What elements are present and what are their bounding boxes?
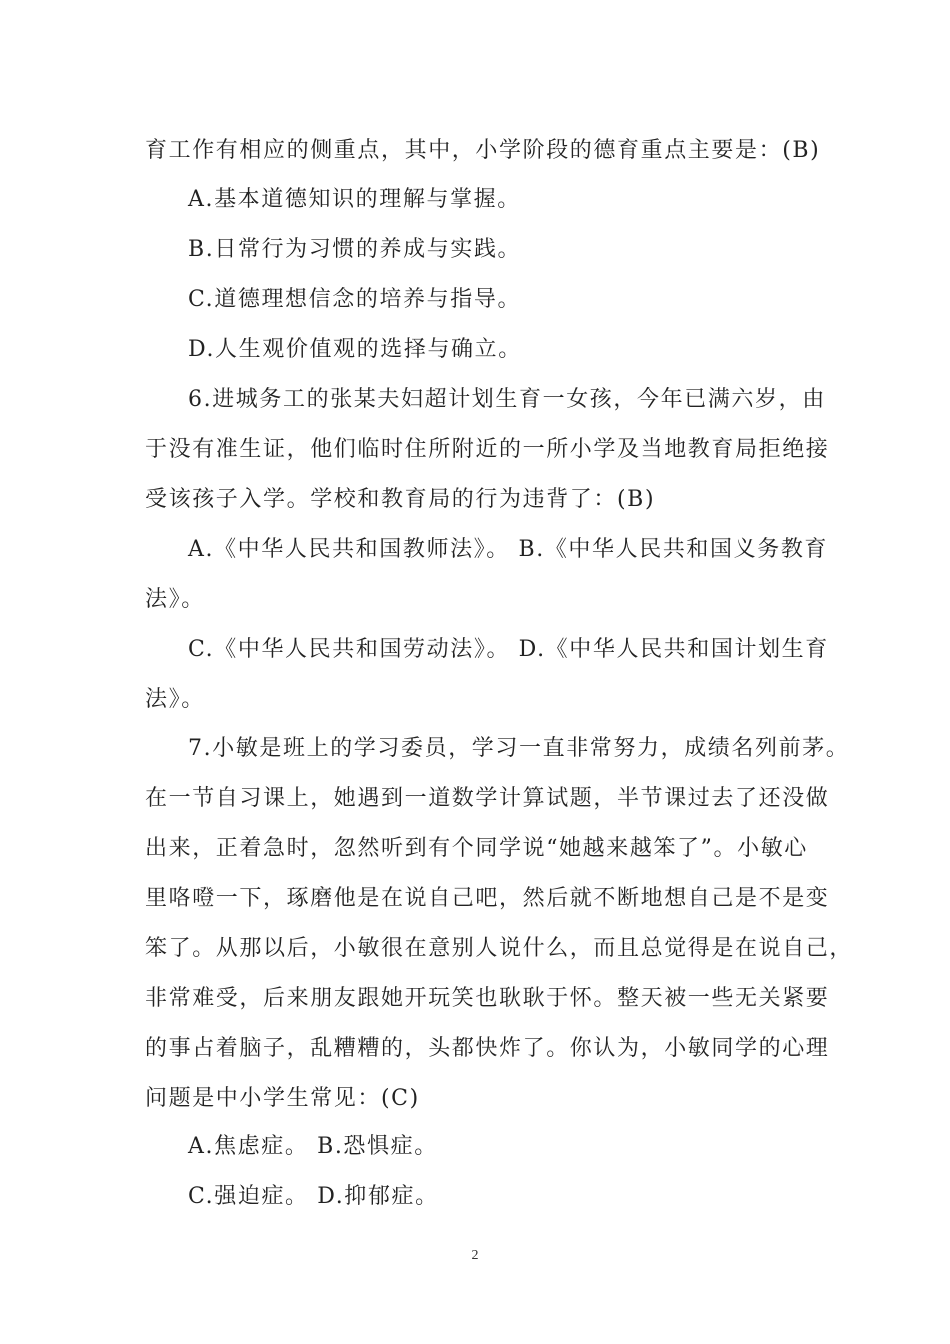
text-line: 法》。 bbox=[145, 587, 205, 612]
text-line: 于没有准生证，他们临时住所附近的一所小学及当地教育局拒绝接 bbox=[145, 437, 830, 462]
option-a: A.基本道德知识的理解与掌握。 bbox=[188, 187, 521, 212]
question-7-text: 7.小敏是班上的学习委员，学习一直非常努力，成绩名列前茅。 bbox=[188, 736, 850, 761]
text-line: 法》。 bbox=[145, 687, 205, 712]
text-line: 出来，正着急时，忽然听到有个同学说“她越来越笨了”。小敏心 bbox=[145, 836, 808, 861]
option-c-d: C.《中华人民共和国劳动法》。 D.《中华人民共和国计划生育 bbox=[188, 637, 829, 662]
text-line: 育工作有相应的侧重点，其中，小学阶段的德育重点主要是：(B) bbox=[145, 138, 821, 163]
text-line: 受该孩子入学。学校和教育局的行为违背了：(B) bbox=[145, 487, 656, 512]
option-c-d: C.强迫症。 D.抑郁症。 bbox=[188, 1184, 439, 1209]
text-line: 非常难受，后来朋友跟她开玩笑也耿耿于怀。整天被一些无关紧要 bbox=[145, 986, 830, 1011]
option-d: D.人生观价值观的选择与确立。 bbox=[188, 337, 522, 362]
option-c: C.道德理想信念的培养与指导。 bbox=[188, 287, 522, 312]
question-6-text: 6.进城务工的张某夫妇超计划生育一女孩，今年已满六岁，由 bbox=[188, 387, 826, 412]
page-number: 2 bbox=[471, 1248, 479, 1263]
text-line: 的事占着脑子，乱糟糟的，头都快炸了。你认为，小敏同学的心理 bbox=[145, 1036, 830, 1061]
option-a-b: A.焦虑症。 B.恐惧症。 bbox=[188, 1134, 438, 1159]
text-line: 笨了。从那以后，小敏很在意别人说什么，而且总觉得是在说自己， bbox=[145, 936, 854, 961]
text-line: 问题是中小学生常见：(C) bbox=[145, 1086, 420, 1111]
option-a-b: A.《中华人民共和国教师法》。 B.《中华人民共和国义务教育 bbox=[188, 537, 829, 562]
text-line: 在一节自习课上，她遇到一道数学计算试题，半节课过去了还没做 bbox=[145, 786, 830, 811]
text-line: 里咯噔一下，琢磨他是在说自己吧，然后就不断地想自己是不是变 bbox=[145, 886, 830, 911]
option-b: B.日常行为习惯的养成与实践。 bbox=[188, 237, 522, 262]
